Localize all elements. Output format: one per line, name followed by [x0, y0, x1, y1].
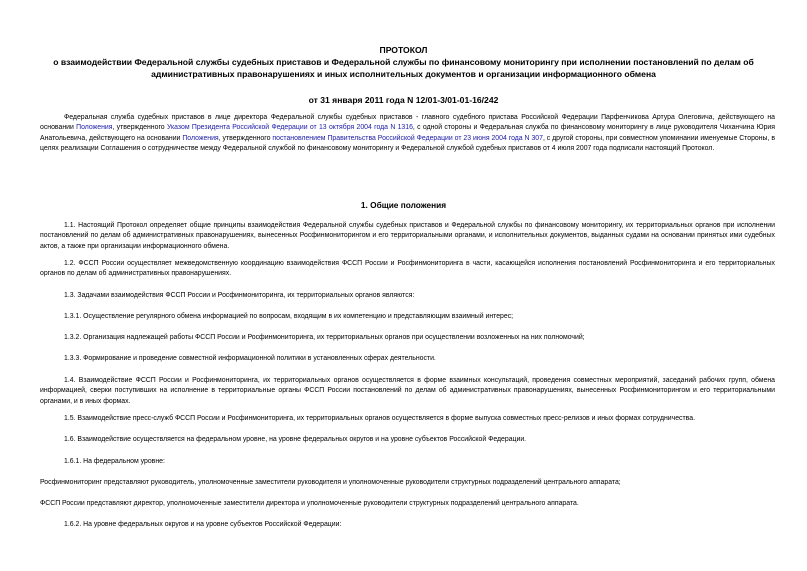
preamble-text: , утвержденного	[218, 134, 273, 142]
clause-1-6-2: 1.6.2. На уровне федеральных округов и на уровне субъектов Российской Федерации:	[64, 521, 342, 528]
document-title: ПРОТОКОЛ	[379, 45, 428, 55]
clause-text: Росфинмониторинг представляют руководитель, уполномоченные заместители руководителя и уполномоченные руководители структурных подразделений центрального аппарата;	[40, 479, 621, 486]
clause-text: ФССП России представляют директор, уполномоченные заместители директора и уполномоченные руководители структурных подразделений центрального аппарата.	[40, 500, 579, 507]
document-header	[0, 44, 807, 106]
preamble-text: , с одной стороны и Федеральная служба по финансовому мониторингу в лице руководителя Чиханчина Юрия Анатольевича, действующего на основании	[40, 124, 775, 142]
clause-1-4: 1.4. Взаимодействие ФССП России и Росфинмониторинга, их территориальных органов осуществляется в форме взаимных консультаций, проведения совместных мероприятий, заседаний рабочих групп, обмена информацией, сверки поступивших на исполнение в территориальные органы ФССП России постановлений по делам об административных правонарушениях, вынесенных Росфинмониторингом и его территориальными органами, и в иных формах.	[40, 377, 775, 405]
document-subtitle: о взаимодействии Федеральной службы судебных приставов и Федеральной службы по финансовому мониторингу при исполнении постановлений по делам об административных правонарушениях и иных исполнительных документов и организации информационного обмена	[53, 57, 754, 79]
preamble-paragraph	[40, 113, 775, 154]
preamble-text: Федеральная служба судебных приставов в лице директора Федеральной службы судебных приставов - главного судебного пристава Российской Федерации Парфенчикова Артура Олеговича, действующего на основании	[40, 114, 775, 132]
clause-1-6: 1.6. Взаимодействие осуществляется на федеральном уровне, на уровне федеральных округов и на уровне субъектов Российской Федерации.	[64, 436, 527, 443]
clause-1-3-1: 1.3.1. Осуществление регулярного обмена информацией по вопросам, входящим в их компетенцию и представляющим взаимный интерес;	[64, 313, 514, 320]
government-resolution-link[interactable]: постановлением Правительства Российской Федерации от 23 июня 2004 года N 307	[272, 134, 543, 142]
regulation-link-2[interactable]: Положения	[182, 134, 219, 142]
clause-1-3-2: 1.3.2. Организация надлежащей работы ФССП России и Росфинмониторинга, их территориальных органов при осуществлении возложенных на них полномочий;	[64, 334, 585, 341]
document-date: от 31 января 2011 года N 12/01-3/01-01-16/242	[308, 95, 499, 105]
clause-1-3-3: 1.3.3. Формирование и проведение совместной информационной политики в установленных сферах деятельности.	[64, 355, 436, 362]
clause-1-2: 1.2. ФССП России осуществляет межведомственную координацию взаимодействия ФССП России и Росфинмониторинга в части, касающейся исполнения постановлений Росфинмониторинга и его территориальных органов по делам об административных правонарушениях.	[40, 260, 775, 278]
presidential-decree-link[interactable]: Указом Президента Российской Федерации от 13 октября 2004 года N 1316	[166, 124, 413, 132]
preamble-text: , утвержденного	[112, 124, 167, 132]
clause-1-1: 1.1. Настоящий Протокол определяет общие принципы взаимодействия Федеральной службы судебных приставов и Федеральной службы по финансовому мониторингу, их территориальных органов при исполнении постановлений по делам об административных правонарушениях, вынесенных Росфинмониторингом и его территориальными органами, и исполнительных документов, выданных судами на основании принятых ими судебных актов, а также при организации информационного обмена.	[40, 222, 775, 250]
clause-1-6-1: 1.6.1. На федеральном уровне:	[64, 458, 165, 465]
clause-1-5: 1.5. Взаимодействие пресс-служб ФССП России и Росфинмониторинга, их территориальных органов осуществляется в форме выпуска совместных пресс-релизов и иных формах сотрудничества.	[64, 415, 695, 422]
clause-1-3: 1.3. Задачами взаимодействия ФССП России и Росфинмониторинга, их территориальных органов являются:	[64, 292, 415, 299]
section-heading: 1. Общие положения	[360, 200, 447, 210]
regulation-link[interactable]: Положения	[76, 124, 113, 132]
preamble-text: , с другой стороны, при совместном упоминании именуемые Стороны, в целях реализации Соглашения о сотрудничестве между Федеральной службой по финансовому мониторингу и Федеральной службой судебных приставов от 4 июля 2007 года подписали настоящий Протокол.	[40, 134, 776, 153]
